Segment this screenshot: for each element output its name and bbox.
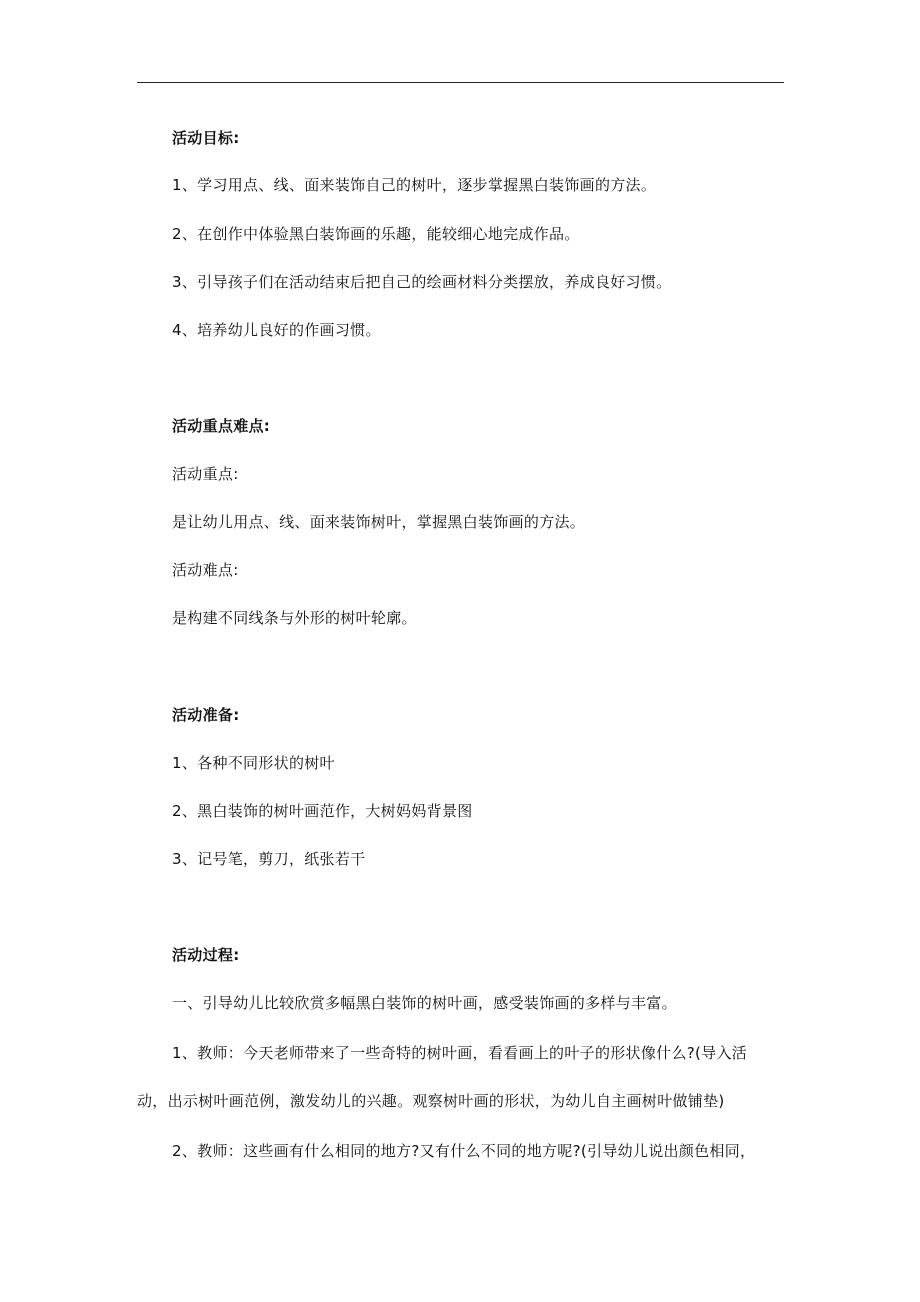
goal-item-2: 2、在创作中体验黑白装饰画的乐趣，能较细心地完成作品。	[172, 225, 580, 243]
goal-item-4: 4、培养幼儿良好的作画习惯。	[172, 321, 381, 339]
preparation-item-3: 3、记号笔，剪刀，纸张若干	[172, 850, 366, 868]
process-item-1-line-1: 1、教师：今天老师带来了一些奇特的树叶画，看看画上的叶子的形状像什么?(导入活	[172, 1044, 748, 1062]
goal-item-1: 1、学习用点、线、面来装饰自己的树叶，逐步掌握黑白装饰画的方法。	[172, 176, 657, 194]
process-heading: 活动过程:	[172, 946, 240, 964]
process-item-1-line-2: 动，出示树叶画范例，激发幼儿的兴趣。观察树叶画的形状，为幼儿自主画树叶做铺垫)	[137, 1092, 725, 1110]
preparation-item-1: 1、各种不同形状的树叶	[172, 754, 335, 772]
goal-item-3: 3、引导孩子们在活动结束后把自己的绘画材料分类摆放，养成良好习惯。	[172, 273, 672, 291]
focus-text: 是让幼儿用点、线、面来装饰树叶，掌握黑白装饰画的方法。	[172, 513, 586, 531]
preparation-item-2: 2、黑白装饰的树叶画范作，大树妈妈背景图	[172, 802, 473, 820]
process-item-2-line-1: 2、教师：这些画有什么相同的地方?又有什么不同的地方呢?(引导幼儿说出颜色相同，	[172, 1142, 756, 1160]
preparation-heading: 活动准备:	[172, 706, 240, 724]
goals-heading: 活动目标:	[172, 129, 240, 147]
difficulty-label: 活动难点:	[172, 561, 239, 579]
process-step-1: 一、引导幼儿比较欣赏多幅黑白装饰的树叶画，感受装饰画的多样与丰富。	[172, 994, 677, 1012]
difficulty-text: 是构建不同线条与外形的树叶轮廓。	[172, 609, 417, 627]
key-points-heading: 活动重点难点:	[172, 417, 271, 435]
focus-label: 活动重点:	[172, 465, 239, 483]
header-rule	[137, 82, 784, 83]
